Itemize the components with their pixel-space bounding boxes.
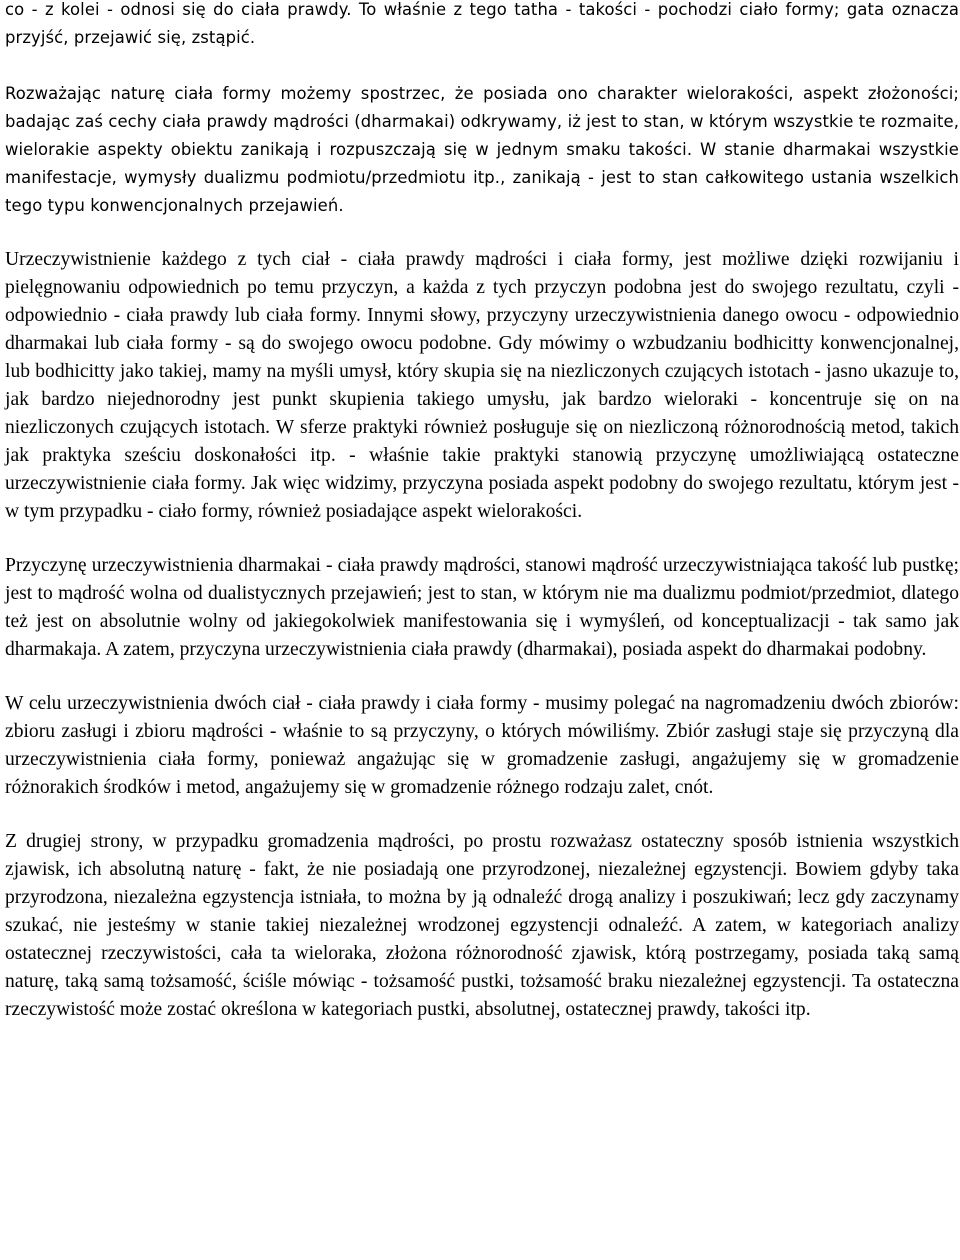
paragraph-text: Z drugiej strony, w przypadku gromadzenia mądrości, po prostu rozważasz ostateczny sposób istnienia wszystkich zjawisk, ich absolutną naturę - fakt, że nie posiadają one przyrodzonej, niezależnej egzystencji. Bowiem gdyby taka przyrodzona, niezależna egzystencja istniała, to można by ją odnaleźć drogą analizy i poszukiwań; lecz gdy zaczynamy szukać, nie jesteśmy w stanie takiej niezależnej wrodzonej egzystencji odnaleźć. A zatem, w kategoriach analizy ostatecznej rzeczywistości, cała ta wieloraka, złożona różnorodność zjawisk, którą postrzegamy, posiada taką samą naturę, taką samą tożsamość, ściśle mówiąc - tożsamość pustki, tożsamość braku niezależnej egzystencji. Ta ostateczna rzeczywistość może zostać określona w kategoriach pustki, absolutnej, ostatecznej prawdy, takości itp. <box>5 831 959 1020</box>
paragraph-6 <box>5 828 959 1024</box>
paragraph-text: W celu urzeczywistnienia dwóch ciał - ciała prawdy i ciała formy - musimy polegać na nagromadzeniu dwóch zbiorów: zbioru zasługi i zbioru mądrości - właśnie to są przyczyny, o których mówiliśmy. Zbiór zasługi staje się przyczyną dla urzeczywistnienia ciała formy, ponieważ angażując się w gromadzenie zasługi, angażujemy się w gromadzenie różnorakich środków i metod, angażujemy się w gromadzenie różnego rodzaju zalet, cnót. <box>5 693 959 798</box>
paragraph-text: co - z kolei - odnosi się do ciała prawdy. To właśnie z tego tatha - takości - pochodzi ciało formy; gata oznacza przyjść, przejawić się, zstąpić. <box>5 0 959 47</box>
paragraph-5 <box>5 690 959 802</box>
paragraph-text: Urzeczywistnienie każdego z tych ciał - ciała prawdy mądrości i ciała formy, jest możliwe dzięki rozwijaniu i pielęgnowaniu odpowiednich po temu przyczyn, a każda z tych przyczyn podobna jest do swojego rezultatu, czyli - odpowiednio - ciała prawdy lub ciała formy. Innymi słowy, przyczyny urzeczywistnienia danego owocu - odpowiednio dharmakai lub ciała formy - są do swojego owocu podobne. Gdy mówimy o wzbudzaniu bodhicitty konwencjonalnej, lub bodhicitty jako takiej, mamy na myśli umysł, który skupia się na niezliczonych czujących istotach - jasno ukazuje to, jak bardzo niejednorodny jest punkt skupienia takiego umysłu, jak bardzo wieloraki - koncentruje się on na niezliczonych czujących istotach. W sferze praktyki również posługuje się on niezliczoną różnorodnością metod, takich jak praktyka sześciu doskonałości itp. - właśnie takie praktyki stanowią przyczynę umożliwiającą ostateczne urzeczywistnienie ciała formy. Jak więc widzimy, przyczyna posiada aspekt podobny do swojego rezultatu, którym jest - w tym przypadku - ciało formy, również posiadające aspekt wielorakości. <box>5 249 959 522</box>
paragraph-text: Rozważając naturę ciała formy możemy spostrzec, że posiada ono charakter wielorakości, aspekt złożoności; badając zaś cechy ciała prawdy mądrości (dharmakai) odkrywamy, iż jest to stan, w którym wszystkie te rozmaite, wielorakie aspekty obiektu zanikają i rozpuszczają się w jednym smaku takości. W stanie dharmakai wszystkie manifestacje, wymysły dualizmu podmiotu/przedmiotu itp., zanikają - jest to stan całkowitego ustania wszelkich tego typu konwencjonalnych przejawień. <box>5 84 959 215</box>
document-page <box>5 0 959 1050</box>
paragraph-2 <box>5 80 959 220</box>
paragraph-4 <box>5 552 959 664</box>
paragraph-text: Przyczynę urzeczywistnienia dharmakai - ciała prawdy mądrości, stanowi mądrość urzeczywistniająca takość lub pustkę; jest to mądrość wolna od dualistycznych przejawień; jest to stan, w którym nie ma dualizmu podmiot/przedmiot, dlatego też jest on absolutnie wolny od jakiegokolwiek manifestowania się i wymyśleń, od konceptualizacji - tak samo jak dharmakaja. A zatem, przyczyna urzeczywistnienia ciała prawdy (dharmakai), posiada aspekt do dharmakai podobny. <box>5 555 959 660</box>
paragraph-1 <box>5 0 959 52</box>
paragraph-3 <box>5 246 959 526</box>
